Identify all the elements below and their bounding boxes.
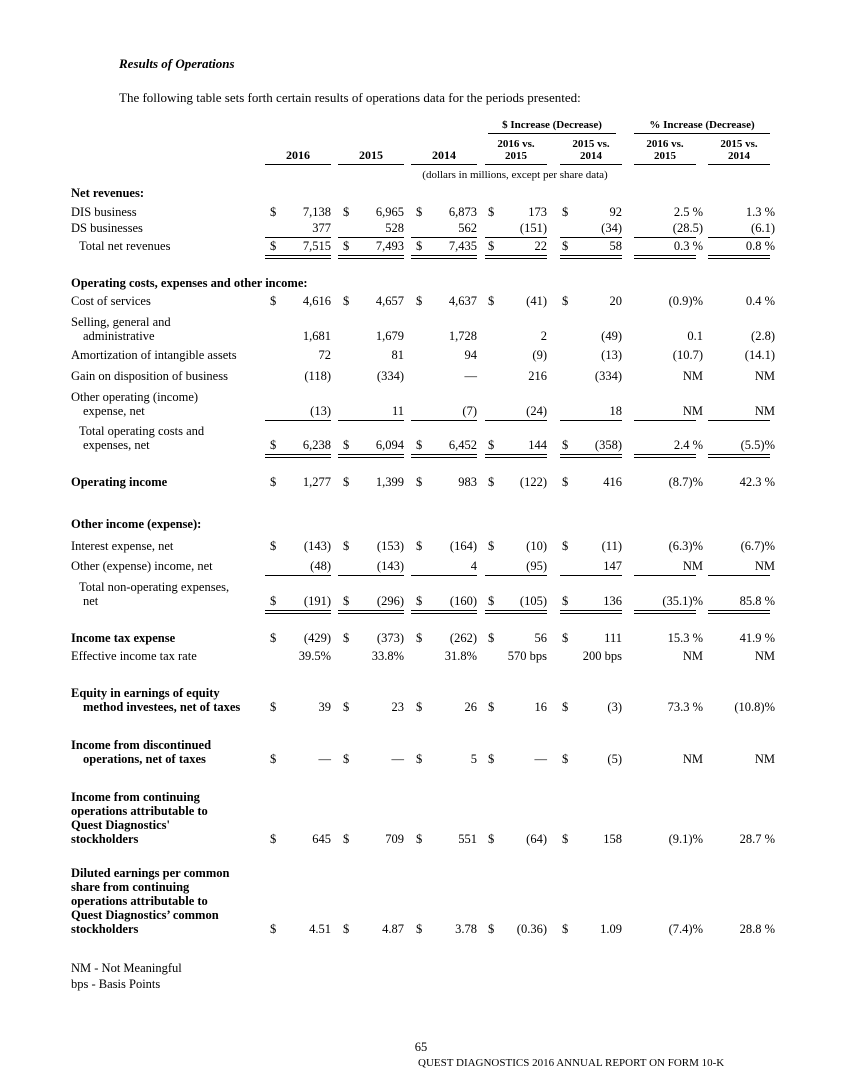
- cell-value: (122): [519, 475, 547, 489]
- subtotal-rule: [634, 420, 696, 421]
- dollar-sign: $: [488, 631, 495, 645]
- total-double-rule: [411, 610, 477, 614]
- cell-value: (7): [462, 404, 477, 418]
- cell-value: (34): [601, 221, 622, 235]
- subtotal-rule: [485, 575, 547, 576]
- dollar-sign: $: [270, 475, 277, 489]
- cell-value: (9): [532, 348, 547, 362]
- cell-value: NM: [754, 369, 775, 383]
- cell-value: (10.8)%: [734, 700, 775, 714]
- cell-value: 39.5%: [298, 649, 331, 663]
- cell-value: 7,435: [448, 239, 477, 253]
- dollar-sign: $: [343, 700, 350, 714]
- dollar-sign: $: [343, 239, 350, 253]
- cell-value: (262): [449, 631, 477, 645]
- dollar-sign: $: [488, 539, 495, 553]
- section-other-income: Other income (expense):: [71, 517, 202, 531]
- cell-value: (13): [310, 404, 331, 418]
- cell-value: 92: [609, 205, 622, 219]
- cell-value: 570 bps: [507, 649, 547, 663]
- cell-value: 144: [528, 438, 547, 452]
- cell-value: 28.8 %: [739, 922, 775, 936]
- cell-value: 23: [391, 700, 404, 714]
- subtotal-rule: [708, 575, 770, 576]
- subtotal-rule: [634, 237, 696, 238]
- subtotal-rule: [265, 420, 331, 421]
- row-label: Operating income: [71, 475, 168, 489]
- cell-value: (11): [601, 539, 622, 553]
- total-double-rule: [265, 610, 331, 614]
- cell-value: —: [318, 752, 331, 766]
- subtotal-rule: [560, 237, 622, 238]
- dollar-sign: $: [343, 594, 350, 608]
- intro-text: The following table sets forth certain results of operations data for the periods presented:: [119, 90, 581, 105]
- cell-value: 26: [464, 700, 477, 714]
- col-header-2016: 2016: [286, 148, 310, 162]
- subtotal-rule: [411, 575, 477, 576]
- row-label: DS businesses: [71, 221, 143, 235]
- cell-value: 562: [458, 221, 477, 235]
- cell-value: 1,277: [302, 475, 331, 489]
- cell-value: (334): [376, 369, 404, 383]
- cell-value: 0.3 %: [673, 239, 703, 253]
- dollar-sign: $: [562, 631, 569, 645]
- dollar-sign: $: [416, 539, 423, 553]
- subtotal-rule: [265, 237, 331, 238]
- col-header-2015: 2015: [359, 148, 383, 162]
- cell-value: 16: [534, 700, 547, 714]
- dollar-sign: $: [562, 239, 569, 253]
- running-footer: QUEST DIAGNOSTICS 2016 ANNUAL REPORT ON FORM 10-K: [418, 1057, 725, 1069]
- row-label: Total operating costs and expenses, net: [79, 424, 205, 452]
- col-header-dollar-16v15: 2016 vs. 2015: [497, 138, 535, 162]
- cell-value: 4: [470, 559, 477, 573]
- dollar-sign: $: [270, 594, 277, 608]
- subtotal-rule: [338, 420, 404, 421]
- cell-value: 158: [603, 832, 622, 846]
- row-label: Interest expense, net: [71, 539, 174, 553]
- header-rule: [560, 164, 622, 165]
- cell-value: NM: [682, 369, 703, 383]
- subtotal-rule: [485, 420, 547, 421]
- dollar-sign: $: [270, 205, 277, 219]
- row-label: DIS business: [71, 205, 137, 219]
- cell-value: 0.1: [687, 329, 703, 343]
- total-double-rule: [338, 610, 404, 614]
- dollar-sign: $: [416, 700, 423, 714]
- cell-value: NM: [754, 649, 775, 663]
- cell-value: 645: [312, 832, 331, 846]
- subtotal-rule: [708, 420, 770, 421]
- total-double-rule: [485, 255, 547, 259]
- dollar-sign: $: [416, 438, 423, 452]
- cell-value: 1,679: [375, 329, 404, 343]
- dollar-sign: $: [270, 438, 277, 452]
- col-header-pct-16v15: 2016 vs. 2015: [646, 138, 684, 162]
- total-double-rule: [485, 454, 547, 458]
- total-double-rule: [485, 610, 547, 614]
- cell-value: NM: [682, 404, 703, 418]
- row-label: Income from discontinued operations, net of taxes: [71, 738, 212, 766]
- cell-value: 20: [609, 294, 622, 308]
- cell-value: 528: [385, 221, 404, 235]
- total-double-rule: [338, 255, 404, 259]
- cell-value: (373): [376, 631, 404, 645]
- cell-value: 2.4 %: [673, 438, 703, 452]
- cell-value: (5.5)%: [740, 438, 775, 452]
- total-double-rule: [708, 610, 770, 614]
- cell-value: 7,138: [302, 205, 331, 219]
- cell-value: 4,637: [448, 294, 477, 308]
- dollar-sign: $: [488, 594, 495, 608]
- dollar-sign: $: [562, 205, 569, 219]
- subtotal-rule: [485, 237, 547, 238]
- col-header-2014: 2014: [432, 148, 456, 162]
- cell-value: 7,493: [375, 239, 404, 253]
- total-double-rule: [411, 454, 477, 458]
- section-net-revenues: Net revenues:: [71, 186, 145, 200]
- cell-value: (35.1)%: [662, 594, 703, 608]
- cell-value: NM: [754, 559, 775, 573]
- dollar-sign: $: [562, 594, 569, 608]
- dollar-sign: $: [270, 832, 277, 846]
- cell-value: (6.1): [751, 221, 775, 235]
- cell-value: 42.3 %: [739, 475, 775, 489]
- col-header-pct-15v14: 2015 vs. 2014: [720, 138, 758, 162]
- row-label: Amortization of intangible assets: [71, 348, 237, 362]
- dollar-sign: $: [270, 539, 277, 553]
- cell-value: (153): [376, 539, 404, 553]
- cell-value: (118): [304, 369, 331, 383]
- cell-value: (13): [601, 348, 622, 362]
- cell-value: 41.9 %: [739, 631, 775, 645]
- subtotal-rule: [560, 420, 622, 421]
- cell-value: (41): [526, 294, 547, 308]
- dollar-sign: $: [488, 239, 495, 253]
- cell-value: (2.8): [751, 329, 775, 343]
- cell-value: 4,657: [375, 294, 404, 308]
- dollar-sign: $: [343, 539, 350, 553]
- cell-value: (6.7)%: [740, 539, 775, 553]
- dollar-sign: $: [488, 832, 495, 846]
- dollar-sign: $: [562, 294, 569, 308]
- cell-value: —: [534, 752, 547, 766]
- cell-value: 147: [603, 559, 622, 573]
- cell-value: 0.8 %: [745, 239, 775, 253]
- dollar-sign: $: [270, 922, 277, 936]
- cell-value: 709: [385, 832, 404, 846]
- cell-value: 2: [540, 329, 547, 343]
- percent-change-header: % Increase (Decrease): [634, 119, 770, 134]
- dollar-sign: $: [270, 294, 277, 308]
- dollar-sign: $: [270, 752, 277, 766]
- cell-value: 28.7 %: [739, 832, 775, 846]
- dollar-sign: $: [562, 832, 569, 846]
- cell-value: 18: [609, 404, 622, 418]
- cell-value: 6,238: [302, 438, 331, 452]
- cell-value: 377: [312, 221, 331, 235]
- total-double-rule: [265, 255, 331, 259]
- cell-value: (0.9)%: [668, 294, 703, 308]
- footnote-bps: bps - Basis Points: [71, 977, 161, 991]
- cell-value: —: [391, 752, 404, 766]
- dollar-sign: $: [343, 475, 350, 489]
- cell-value: (64): [526, 832, 547, 846]
- row-label: Gain on disposition of business: [71, 369, 228, 383]
- dollar-sign: $: [270, 239, 277, 253]
- cell-value: 111: [604, 631, 622, 645]
- dollar-sign: $: [416, 475, 423, 489]
- cell-value: (7.4)%: [668, 922, 703, 936]
- row-label: Other (expense) income, net: [71, 559, 213, 573]
- cell-value: —: [464, 369, 477, 383]
- dollar-sign: $: [270, 631, 277, 645]
- cell-value: 173: [528, 205, 547, 219]
- cell-value: (0.36): [516, 922, 547, 936]
- total-double-rule: [560, 610, 622, 614]
- dollar-sign: $: [488, 294, 495, 308]
- cell-value: 1.3 %: [745, 205, 775, 219]
- cell-value: 81: [391, 348, 404, 362]
- row-label: Equity in earnings of equity method investees, net of taxes: [71, 686, 241, 714]
- cell-value: 6,094: [375, 438, 404, 452]
- cell-value: 4.87: [382, 922, 404, 936]
- cell-value: 0.4 %: [745, 294, 775, 308]
- cell-value: (3): [607, 700, 622, 714]
- row-label: Total net revenues: [79, 239, 171, 253]
- header-rule: [485, 164, 547, 165]
- dollar-sign: $: [488, 922, 495, 936]
- cell-value: 31.8%: [444, 649, 477, 663]
- subtotal-rule: [338, 575, 404, 576]
- row-label: Total non-operating expenses, net: [79, 580, 230, 608]
- dollar-sign: $: [270, 700, 277, 714]
- cell-value: (5): [607, 752, 622, 766]
- dollar-sign: $: [488, 700, 495, 714]
- dollar-sign: $: [343, 752, 350, 766]
- cell-value: 4.51: [309, 922, 331, 936]
- total-double-rule: [708, 255, 770, 259]
- dollar-sign: $: [416, 205, 423, 219]
- cell-value: (6.3)%: [668, 539, 703, 553]
- cell-value: 1,728: [448, 329, 477, 343]
- cell-value: NM: [682, 649, 703, 663]
- total-double-rule: [634, 255, 696, 259]
- cell-value: (191): [303, 594, 331, 608]
- row-label: Income tax expense: [71, 631, 176, 645]
- cell-value: 1,399: [375, 475, 404, 489]
- cell-value: 416: [603, 475, 622, 489]
- total-double-rule: [560, 454, 622, 458]
- cell-value: 1.09: [600, 922, 622, 936]
- dollar-sign: $: [416, 752, 423, 766]
- dollar-sign: $: [562, 700, 569, 714]
- dollar-sign: $: [488, 752, 495, 766]
- dollar-sign: $: [343, 438, 350, 452]
- cell-value: 58: [609, 239, 622, 253]
- dollar-sign: $: [416, 631, 423, 645]
- dollar-sign: $: [416, 294, 423, 308]
- cell-value: 1,681: [302, 329, 331, 343]
- total-double-rule: [634, 610, 696, 614]
- cell-value: NM: [682, 752, 703, 766]
- cell-value: (334): [594, 369, 622, 383]
- total-double-rule: [338, 454, 404, 458]
- dollar-sign: $: [416, 594, 423, 608]
- subtotal-rule: [411, 237, 477, 238]
- subtotal-rule: [411, 420, 477, 421]
- cell-value: 3.78: [455, 922, 477, 936]
- cell-value: (28.5): [672, 221, 703, 235]
- total-double-rule: [560, 255, 622, 259]
- subtotal-rule: [265, 575, 331, 576]
- footnote-nm: NM - Not Meaningful: [71, 961, 182, 975]
- cell-value: 6,452: [448, 438, 477, 452]
- dollar-sign: $: [562, 752, 569, 766]
- subtotal-rule: [560, 575, 622, 576]
- cell-value: 11: [391, 404, 404, 418]
- section-operating-costs: Operating costs, expenses and other income:: [71, 276, 308, 290]
- section-heading: Results of Operations: [119, 56, 235, 71]
- cell-value: (49): [601, 329, 622, 343]
- cell-value: (10.7): [672, 348, 703, 362]
- total-double-rule: [265, 454, 331, 458]
- dollar-sign: $: [416, 239, 423, 253]
- cell-value: (8.7)%: [668, 475, 703, 489]
- cell-value: 22: [534, 239, 547, 253]
- dollar-sign: $: [343, 631, 350, 645]
- cell-value: 6,965: [375, 205, 404, 219]
- subtotal-rule: [708, 237, 770, 238]
- cell-value: 200 bps: [582, 649, 622, 663]
- cell-value: NM: [754, 404, 775, 418]
- cell-value: 551: [458, 832, 477, 846]
- dollar-sign: $: [343, 832, 350, 846]
- dollar-sign: $: [562, 475, 569, 489]
- cell-value: 4,616: [302, 294, 331, 308]
- cell-value: (151): [519, 221, 547, 235]
- dollar-sign: $: [488, 475, 495, 489]
- cell-value: NM: [682, 559, 703, 573]
- cell-value: (296): [376, 594, 404, 608]
- total-double-rule: [411, 255, 477, 259]
- dollar-sign: $: [562, 539, 569, 553]
- cell-value: 94: [464, 348, 477, 362]
- row-label: Other operating (income) expense, net: [71, 390, 199, 418]
- cell-value: (164): [449, 539, 477, 553]
- cell-value: 7,515: [302, 239, 331, 253]
- dollar-sign: $: [343, 205, 350, 219]
- cell-value: (48): [310, 559, 331, 573]
- cell-value: (10): [526, 539, 547, 553]
- total-double-rule: [634, 454, 696, 458]
- cell-value: (143): [376, 559, 404, 573]
- subtotal-rule: [338, 237, 404, 238]
- cell-value: (429): [303, 631, 331, 645]
- cell-value: 33.8%: [371, 649, 404, 663]
- cell-value: (160): [449, 594, 477, 608]
- cell-value: (14.1): [744, 348, 775, 362]
- header-rule: [338, 164, 404, 165]
- units-note: (dollars in millions, except per share data): [422, 169, 608, 181]
- header-rule: [634, 164, 696, 165]
- dollar-sign: $: [416, 832, 423, 846]
- dollar-sign: $: [488, 438, 495, 452]
- cell-value: 983: [458, 475, 477, 489]
- dollar-sign: $: [343, 294, 350, 308]
- header-rule: [411, 164, 477, 165]
- cell-value: 56: [534, 631, 547, 645]
- dollar-sign: $: [562, 922, 569, 936]
- cell-value: 216: [528, 369, 547, 383]
- row-label: Diluted earnings per common share from continuing operations attributable to Quest Diagnostics’ common stockholders: [71, 866, 230, 936]
- cell-value: (358): [594, 438, 622, 452]
- cell-value: (24): [526, 404, 547, 418]
- row-label: Income from continuing operations attributable to Quest Diagnostics' stockholders: [71, 790, 208, 846]
- row-label: Selling, general and administrative: [71, 315, 171, 343]
- cell-value: (9.1)%: [668, 832, 703, 846]
- cell-value: 2.5 %: [673, 205, 703, 219]
- row-label: Effective income tax rate: [71, 649, 197, 663]
- cell-value: 39: [318, 700, 331, 714]
- dollar-sign: $: [488, 205, 495, 219]
- col-header-dollar-15v14: 2015 vs. 2014: [572, 138, 610, 162]
- header-rule: [708, 164, 770, 165]
- dollar-sign: $: [562, 438, 569, 452]
- cell-value: (95): [526, 559, 547, 573]
- dollar-sign: $: [416, 922, 423, 936]
- cell-value: 136: [603, 594, 622, 608]
- cell-value: 15.3 %: [667, 631, 703, 645]
- page-number: 65: [414, 1040, 428, 1054]
- cell-value: (143): [303, 539, 331, 553]
- header-rule: [265, 164, 331, 165]
- subtotal-rule: [634, 575, 696, 576]
- cell-value: NM: [754, 752, 775, 766]
- cell-value: 6,873: [448, 205, 477, 219]
- cell-value: (105): [519, 594, 547, 608]
- dollar-sign: $: [343, 922, 350, 936]
- cell-value: 73.3 %: [667, 700, 703, 714]
- total-double-rule: [708, 454, 770, 458]
- row-label: Cost of services: [71, 294, 151, 308]
- cell-value: 5: [470, 752, 477, 766]
- cell-value: 85.8 %: [739, 594, 775, 608]
- cell-value: 72: [318, 348, 331, 362]
- dollar-change-header: $ Increase (Decrease): [488, 119, 616, 134]
